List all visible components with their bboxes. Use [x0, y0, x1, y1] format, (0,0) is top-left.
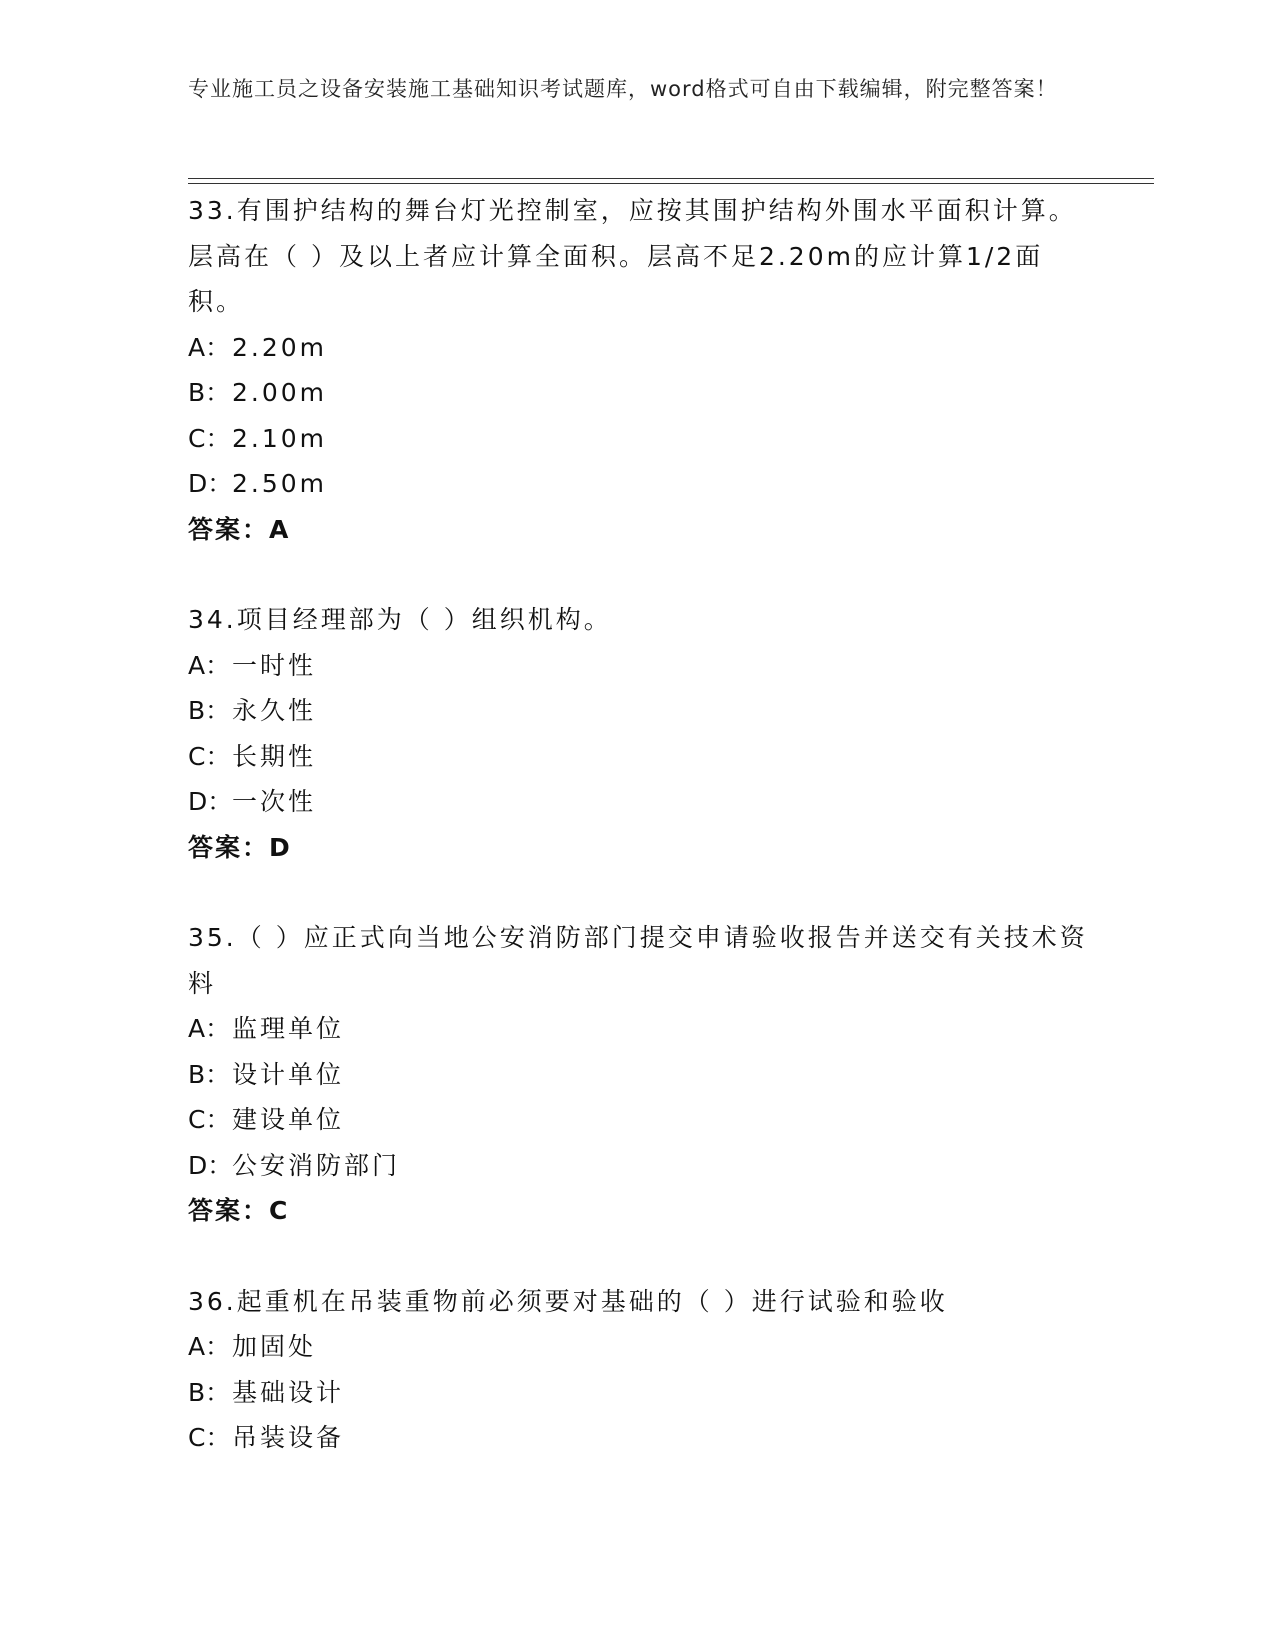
option-key: C： [188, 1105, 231, 1134]
option-b [188, 1052, 1088, 1098]
option-d [188, 1143, 1088, 1189]
option-text: 一次性 [232, 787, 317, 816]
option-key: D： [188, 787, 233, 816]
option-text: 公安消防部门 [232, 1150, 401, 1180]
answer-line [188, 507, 1088, 553]
header-rule-bottom [188, 183, 1154, 184]
header-rule-top [188, 178, 1154, 179]
option-key: B： [188, 378, 231, 407]
option-text: 加固处 [232, 1332, 317, 1361]
document-header: 专业施工员之设备安装施工基础知识考试题库，word格式可自由下载编辑，附完整答案！ [188, 77, 1058, 101]
option-key: A： [188, 1332, 231, 1361]
answer-prefix: 答案： [188, 1196, 270, 1225]
option-c [188, 1097, 1088, 1143]
option-text: 2.50m [232, 469, 328, 498]
question-33 [188, 188, 1088, 552]
option-text: 监理单位 [232, 1014, 345, 1043]
option-text: 一时性 [232, 650, 317, 680]
option-text: 2.20m [232, 332, 328, 362]
option-key: A： [188, 650, 231, 680]
question-stem: 35.（ ）应正式向当地公安消防部门提交申请验收报告并送交有关技术资料 [188, 923, 1088, 998]
question-34 [188, 597, 1088, 870]
option-key: C： [188, 423, 231, 453]
option-b [188, 1370, 1088, 1416]
option-key: B： [188, 696, 231, 725]
option-text: 长期性 [232, 741, 317, 771]
question-stem: 33.有围护结构的舞台灯光控制室，应按其围护结构外围水平面积计算。层高在（ ）及以上者应计算全面积。层高不足2.20m的应计算1/2面积。 [188, 196, 1077, 316]
option-d [188, 461, 1088, 507]
question-stem: 36.起重机在吊装重物前必须要对基础的（ ）进行试验和验收 [188, 1286, 948, 1316]
option-text: 永久性 [232, 696, 317, 725]
option-key: C： [188, 1423, 231, 1452]
answer-prefix: 答案： [188, 832, 270, 862]
option-text: 吊装设备 [232, 1423, 345, 1452]
option-key: B： [188, 1377, 231, 1407]
option-key: D： [188, 1150, 233, 1180]
question-stem: 34.项目经理部为（ ）组织机构。 [188, 605, 612, 634]
option-key: A： [188, 1014, 231, 1043]
option-d [188, 779, 1088, 825]
answer-value: D [269, 832, 292, 862]
option-key: D： [188, 469, 233, 498]
question-list [188, 188, 1088, 1506]
option-c [188, 734, 1088, 780]
option-a [188, 1006, 1088, 1052]
option-text: 2.00m [232, 378, 328, 407]
option-a [188, 643, 1088, 689]
answer-value: C [269, 1196, 290, 1225]
option-key: C： [188, 741, 231, 771]
option-key: B： [188, 1059, 231, 1089]
answer-value: A [269, 514, 291, 544]
answer-prefix: 答案： [188, 514, 270, 544]
answer-line [188, 825, 1088, 871]
question-36 [188, 1279, 1088, 1461]
option-text: 设计单位 [232, 1059, 345, 1089]
option-c [188, 416, 1088, 462]
question-35 [188, 915, 1088, 1234]
option-b [188, 370, 1088, 416]
option-a [188, 1324, 1088, 1370]
option-text: 2.10m [232, 423, 328, 453]
option-b [188, 688, 1088, 734]
answer-line [188, 1188, 1088, 1234]
option-a [188, 325, 1088, 371]
option-text: 基础设计 [232, 1377, 345, 1407]
option-text: 建设单位 [232, 1105, 345, 1134]
option-key: A： [188, 332, 231, 362]
option-c [188, 1415, 1088, 1461]
